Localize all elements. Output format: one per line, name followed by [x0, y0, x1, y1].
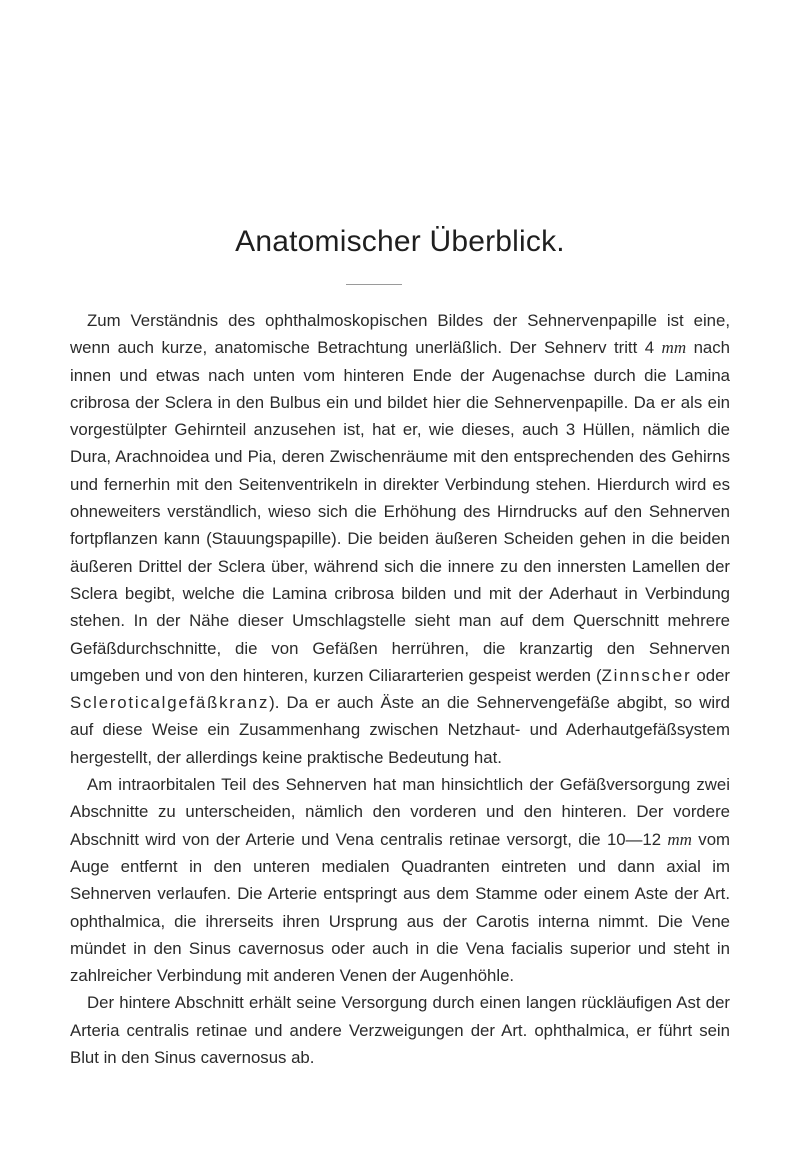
spaced-term-scleroticalgefaesskranz: Scleroticalgefäßkranz: [70, 693, 270, 713]
paragraph-1-part-d: ). Da er auch Äste an die Sehnervengefäße abgibt, so wird auf diese Weise ein Zusammenhang zwischen Netzhaut- und Aderhautgefäßsystem hergestellt, der allerdings keine praktische Bedeutung hat.: [70, 693, 730, 767]
paragraph-1-part-c: oder: [691, 665, 731, 685]
spaced-term-zinnscher: Zinnscher: [601, 665, 692, 685]
paragraph-1-part-a: Zum Verständnis des ophthalmoskopischen Bildes der Sehnervenpapille ist eine, wenn auch kurze, anatomische Betrachtung unerläßlich. Der Sehnerv tritt 4: [70, 311, 730, 358]
paragraph-1-part-b: nach innen und etwas nach unten vom hinteren Ende der Augenachse durch die Lamina cribrosa der Sclera in den Bulbus ein und bildet hier die Sehnervenpapille. Da er als ein vorgestülpter Gehirnteil anzusehen ist, hat er, wie dieses, auch 3 Hüllen, nämlich die Dura, Arachnoidea und Pia, deren Zwischenräume mit den entsprechenden des Gehirns und fernerhin mit den Seitenventrikeln in direkter Verbindung stehen. Hierdurch wird es ohneweiters verständlich, wieso sich die Erhöhung des Hirndrucks auf den Sehnerven fortpflanzen kann (Stauungspapille). Die beiden äußeren Scheiden gehen in die beiden äußeren Drittel der Sclera über, während sich die innere zu den innersten Lamellen der Sclera begibt, welche die Lamina cribrosa bilden und mit der Aderhaut in Verbindung stehen. In der Nähe dieser Umschlagstelle sieht man auf dem Querschnitt mehrere Gefäßdurchschnitte, die von Gefäßen herrühren, die kranzartig den Sehnerven umgeben und von den hinteren, kurzen Ciliararterien gespeist werden (: [70, 338, 730, 685]
paragraph-1: [70, 307, 730, 771]
paragraph-2: [70, 771, 730, 989]
paragraph-2-part-a: Am intraorbitalen Teil des Sehnerven hat man hinsichtlich der Gefäßversorgung zwei Abschnitte zu unterscheiden, nämlich den vorderen und den hinteren. Der vordere Abschnitt wird von der Arterie und Vena centralis retinae versorgt, die 10—12: [70, 775, 730, 849]
page-title: Anatomischer Überblick.: [235, 225, 565, 258]
paragraph-2-part-b: vom Auge entfernt in den unteren medialen Quadranten eintreten und dann axial im Sehnerven verlaufen. Die Arterie entspringt aus dem Stamme oder einem Aste der Art. ophthalmica, die ihrerseits ihren Ursprung aus der Carotis interna nimmt. Die Vene mündet in den Sinus cavernosus oder auch in die Vena facialis superior und steht in zahlreicher Verbindung mit anderen Venen der Augenhöhle.: [70, 829, 730, 986]
paragraph-3: Der hintere Abschnitt erhält seine Versorgung durch einen langen rückläufigen Ast der Arteria centralis retinae und andere Verzweigungen der Art. ophthalmica, er führt sein Blut in den Sinus cavernosus ab.: [70, 993, 730, 1068]
unit-mm: mm: [667, 829, 692, 849]
body-text: [70, 307, 730, 1071]
unit-mm: mm: [661, 338, 687, 358]
title-divider: [346, 284, 402, 285]
